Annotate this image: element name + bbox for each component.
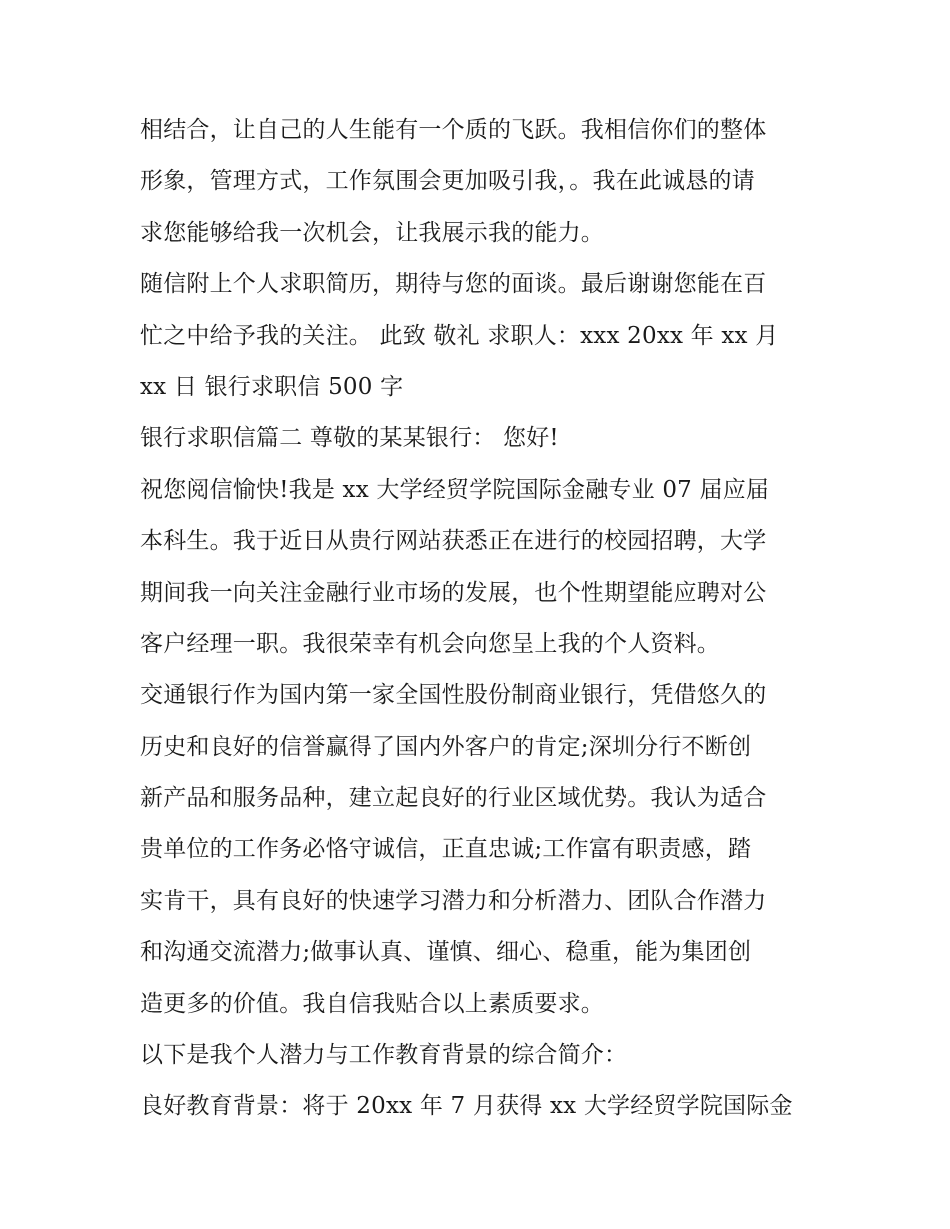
document-body	[140, 108, 820, 1136]
text-line: 贵单位的工作务必恪守诚信，正直忠诚;工作富有职责感，踏	[140, 836, 752, 863]
text-line: 造更多的价值。我自信我贴合以上素质要求。	[140, 990, 604, 1017]
text-line: 交通银行作为国内第一家全国性股份制商业银行，凭借悠久的	[140, 682, 767, 709]
text-line: 随信附上个人求职简历，期待与您的面谈。最后谢谢您能在百	[140, 271, 767, 298]
text-line: 求您能够给我一次机会，让我展示我的能力。	[140, 219, 604, 246]
text-line: 历史和良好的信誉赢得了国内外客户的肯定;深圳分行不断创	[140, 733, 752, 760]
text-line: xx 日 银行求职信 500 字	[140, 373, 404, 400]
text-line: 客户经理一职。我很荣幸有机会向您呈上我的个人资料。	[140, 630, 720, 657]
text-line: 期间我一向关注金融行业市场的发展，也个性期望能应聘对公	[140, 579, 767, 606]
text-line: 实肯干，具有良好的快速学习潜力和分析潜力、团队合作潜力	[140, 887, 767, 914]
text-line: 相结合，让自己的人生能有一个质的飞跃。我相信你们的整体	[140, 117, 767, 143]
text-line: 银行求职信篇二 尊敬的某某银行： 您好!	[140, 425, 559, 452]
text-line: 新产品和服务品种，建立起良好的行业区域优势。我认为适合	[140, 785, 767, 812]
text-line: 良好教育背景：将于 20xx 年 7 月获得 xx 大学经贸学院国际金	[140, 1093, 793, 1120]
text-line: 以下是我个人潜力与工作教育背景的综合简介：	[140, 1042, 628, 1069]
text-line: 本科生。我于近日从贵行网站获悉正在进行的校园招聘，大学	[140, 528, 767, 555]
text-line: 形象，管理方式，工作氛围会更加吸引我，。我在此诚恳的请	[140, 168, 755, 195]
text-line: 和沟通交流潜力;做事认真、谨慎、细心、稳重，能为集团创	[140, 939, 752, 966]
text-line: 祝您阅信愉快!我是 xx 大学经贸学院国际金融专业 07 届应届	[140, 476, 770, 503]
text-line: 忙之中给予我的关注。 此致 敬礼 求职人：xxx 20xx 年 xx 月	[140, 322, 779, 349]
